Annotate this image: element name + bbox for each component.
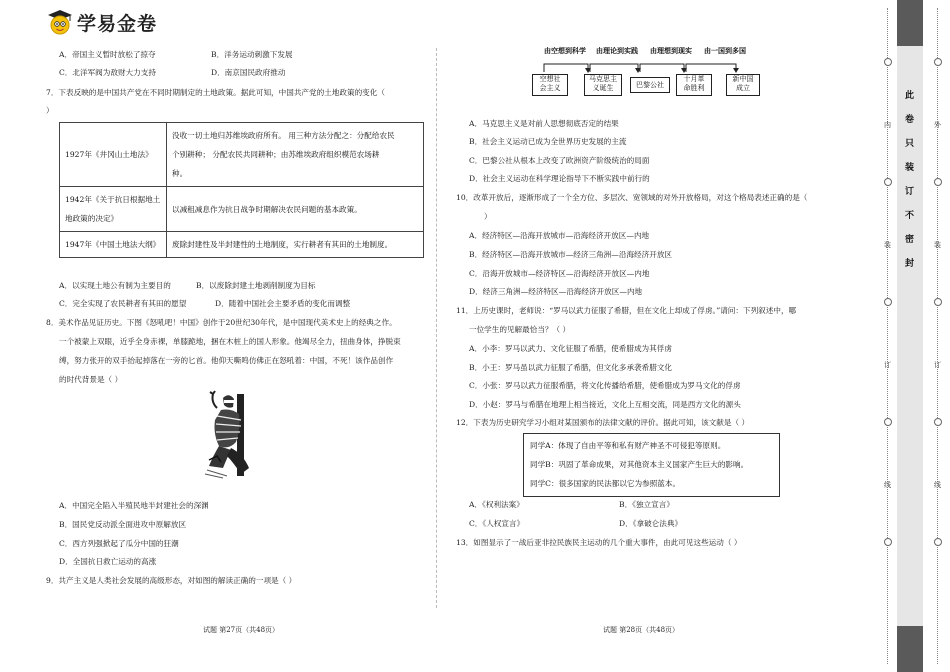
- column-divider: [436, 48, 437, 608]
- seal-char: 封: [905, 259, 915, 269]
- table-cell-content: 以减租减息作为抗日战争时期解决农民问题的基本政策。: [167, 187, 424, 232]
- seal-char: 不: [905, 211, 915, 221]
- q12-option-b: B．《独立宣言》: [619, 500, 674, 509]
- flow-box: 新中国 成立: [726, 74, 760, 96]
- flow-box: 空想社 会主义: [532, 74, 568, 96]
- seal-char: 卷: [905, 115, 915, 125]
- roar-china-woodcut-image: [203, 390, 261, 480]
- binding-hole: [884, 298, 892, 306]
- q10-option-d: D．经济三角洲—经济特区—沿海经济开放区—内地: [469, 287, 643, 296]
- seal-strip-cap-top: [897, 0, 923, 46]
- q7-stem: 7．下表反映的是中国共产党在不同时期制定的土地政策。据此可知，中国共产党的土地政策的变化（: [46, 88, 385, 97]
- q11-option-c: C．小张：罗马以武力征服希腊，将文化传播给希腊，使希腊成为罗马文化的俘虏: [469, 381, 741, 390]
- q6-option-a: A．帝国主义暂时放松了掠夺: [59, 50, 156, 59]
- land-policy-table: [59, 122, 424, 258]
- binding-hole: [934, 418, 942, 426]
- q11-option-d: D．小赵：罗马与希腊在地理上相当接近，文化上互相交流，同是西方文化的源头: [469, 400, 741, 409]
- q12-evaluation-box: [523, 433, 780, 497]
- outer-mark: 外: [934, 121, 941, 129]
- q7-option-d: D．随着中国社会主要矛盾的变化而调整: [215, 299, 351, 308]
- seal-strip: [897, 0, 923, 672]
- q10-stem: 10．改革开放后，逐渐形成了一个全方位、多层次、宽领域的对外开放格局，对这个格局表述正确的是（: [456, 193, 808, 202]
- seal-char: 只: [905, 139, 915, 149]
- q7-stem-paren: ）: [46, 106, 54, 115]
- logo-text: 学易金卷: [77, 12, 158, 35]
- inner-mark: 订: [884, 361, 891, 369]
- binding-hole: [934, 298, 942, 306]
- student-b-comment: 同学B：巩固了革命成果，对其他资本主义国家产生巨大的影响。: [530, 460, 749, 469]
- q10-option-a: A．经济特区—沿海开放城市—沿海经济开放区—内地: [469, 231, 650, 240]
- binding-hole: [934, 538, 942, 546]
- table-cell-content: [167, 123, 424, 187]
- outer-mark: 装: [934, 241, 941, 249]
- flow-box: 十月革 命胜利: [676, 74, 712, 96]
- q7-option-b: B．以废除封建土地剥削制度为目标: [196, 281, 316, 290]
- mascot-icon: [46, 8, 74, 36]
- q12-option-d: D．《拿破仑法典》: [619, 519, 683, 528]
- q12-option-a: A．《权利法案》: [469, 500, 524, 509]
- q6-option-b: B．洋务运动刺激下发展: [211, 50, 293, 59]
- q11-option-b: B．小王：罗马虽以武力征服了希腊，但文化多承袭希腊文化: [469, 363, 673, 372]
- q11-stem: 11．上历史课时，老师说：“罗马以武力征服了希腊，但在文化上却成了俘虏。”请问：下列叙述中，哪: [456, 306, 797, 315]
- page-footer-right: 试题 第28页（共48页）: [603, 626, 680, 634]
- inner-mark: 线: [884, 481, 891, 489]
- table-cell-doc: 1947年《中国土地法大纲》: [60, 232, 167, 258]
- q8-stem: 8．美术作品见证历史。下图《怒吼吧！中国》创作于20世纪30年代，是中国现代美术史上的经典之作。: [46, 318, 397, 327]
- logo: [46, 6, 157, 38]
- q8-stem-line: 缚，努力张开的双手抬起掉落在一旁的匕首。他仰天嘶鸣仿佛正在怒吼着：中国，不死！该作品创作: [59, 356, 394, 365]
- table-cell-doc: 1942年《关于抗日根据地土地政策的决定》: [60, 187, 167, 232]
- q7-option-c: C．完全实现了农民耕者有其田的愿望: [59, 299, 187, 308]
- socialism-flowchart: [530, 44, 772, 100]
- q6-option-d: D．南京国民政府推动: [211, 68, 286, 77]
- q12-stem: 12．下表为历史研究学习小组对某国颁布的法律文献的评价。据此可知，该文献是（ ）: [456, 418, 750, 427]
- flow-head: 由理论到实践: [596, 46, 638, 55]
- q10-option-c: C．沿海开放城市—经济特区—沿海经济开放区—内地: [469, 269, 650, 278]
- q11-option-a: A．小李：罗马以武力、文化征服了希腊，使希腊成为其俘虏: [469, 344, 672, 353]
- binding-hole: [884, 538, 892, 546]
- q9-option-b: B．社会主义运动已成为全世界历史发展的主流: [469, 137, 627, 146]
- q9-option-a: A．马克思主义是对前人思想彻底否定的结果: [469, 119, 619, 128]
- flow-head: 由空想到科学: [544, 46, 586, 55]
- q13-stem: 13．如图显示了一战后亚非拉民族民主运动的几个重大事件，由此可见这些运动（ ）: [456, 538, 742, 547]
- content-line: 个别耕种； 分配农民共同耕种；由苏维埃政府组织模范农场耕: [172, 150, 380, 159]
- content-line: 种。: [172, 169, 188, 178]
- binding-hole: [934, 178, 942, 186]
- flow-head: 由理想到现实: [650, 46, 692, 55]
- seal-strip-cap-bottom: [897, 626, 923, 672]
- flow-head: 由一国到多国: [704, 46, 746, 55]
- seal-char: 订: [905, 187, 915, 197]
- q7-option-a: A．以实现土地公有制为主要目的: [59, 281, 171, 290]
- student-c-comment: 同学C：很多国家的民法都以它为参照蓝本。: [530, 479, 681, 488]
- binding-hole: [934, 58, 942, 66]
- table-cell-doc: 1927年《井冈山土地法》: [60, 123, 167, 187]
- seal-char: 密: [905, 235, 915, 245]
- binding-hole: [884, 58, 892, 66]
- q6-option-c: C．北洋军阀为敌财大力支持: [59, 68, 156, 77]
- inner-mark: 装: [884, 241, 891, 249]
- q9-stem: 9．共产主义是人类社会发展的高级形态，对如图的解读正确的一项是（ ）: [46, 576, 297, 585]
- table-row: [60, 123, 424, 187]
- binding-hole: [884, 178, 892, 186]
- outer-mark: 线: [934, 481, 941, 489]
- seal-char: 此: [905, 91, 915, 101]
- content-line: 没收一切土地归苏维埃政府所有。 用三种方法分配之：分配给农民: [172, 131, 395, 140]
- outer-mark: 订: [934, 361, 941, 369]
- table-cell-content: 废除封建性及半封建性的土地制度，实行耕者有其田的土地制度。: [167, 232, 424, 258]
- q8-stem-line: 的时代背景是（ ）: [59, 375, 123, 384]
- q11-stem-line: 一位学生的见解最恰当？（ ）: [469, 325, 571, 334]
- q8-option-d: D．全国抗日救亡运动的高涨: [59, 557, 157, 566]
- q12-option-c: C．《人权宣言》: [469, 519, 525, 528]
- inner-binding-line: [887, 8, 888, 664]
- seal-char: 装: [905, 163, 915, 173]
- q9-option-c: C．巴黎公社从根本上改变了欧洲资产阶级统治的局面: [469, 156, 650, 165]
- student-a-comment: 同学A：体现了自由平等和私有财产神圣不可侵犯等原则。: [530, 441, 726, 450]
- q8-stem-line: 一个被蒙上双眼，近乎全身赤裸，单膝跪地，捆在木桩上的国人形象。他竭尽全力，扭曲身体，挣脱束: [59, 337, 401, 346]
- table-row: [60, 232, 424, 258]
- table-row: [60, 187, 424, 232]
- q8-option-c: C．西方列强掀起了瓜分中国的狂潮: [59, 539, 179, 548]
- outer-binding-line: [937, 8, 938, 664]
- flow-box: 巴黎公社: [630, 77, 670, 93]
- page-footer-left: 试题 第27页（共48页）: [203, 626, 280, 634]
- flow-box: 马克思主 义诞生: [584, 74, 622, 96]
- inner-mark: 内: [884, 121, 891, 129]
- binding-hole: [884, 418, 892, 426]
- q8-option-b: B．国民党反动派全面进攻中原解放区: [59, 520, 187, 529]
- q9-option-d: D．社会主义运动在科学理论指导下不断实践中前行的: [469, 174, 650, 183]
- q10-option-b: B．经济特区—沿海开放城市—经济三角洲—沿海经济开放区: [469, 250, 673, 259]
- q8-option-a: A．中国完全陷入半殖民地半封建社会的深渊: [59, 501, 209, 510]
- q10-stem-paren: ）: [484, 212, 492, 221]
